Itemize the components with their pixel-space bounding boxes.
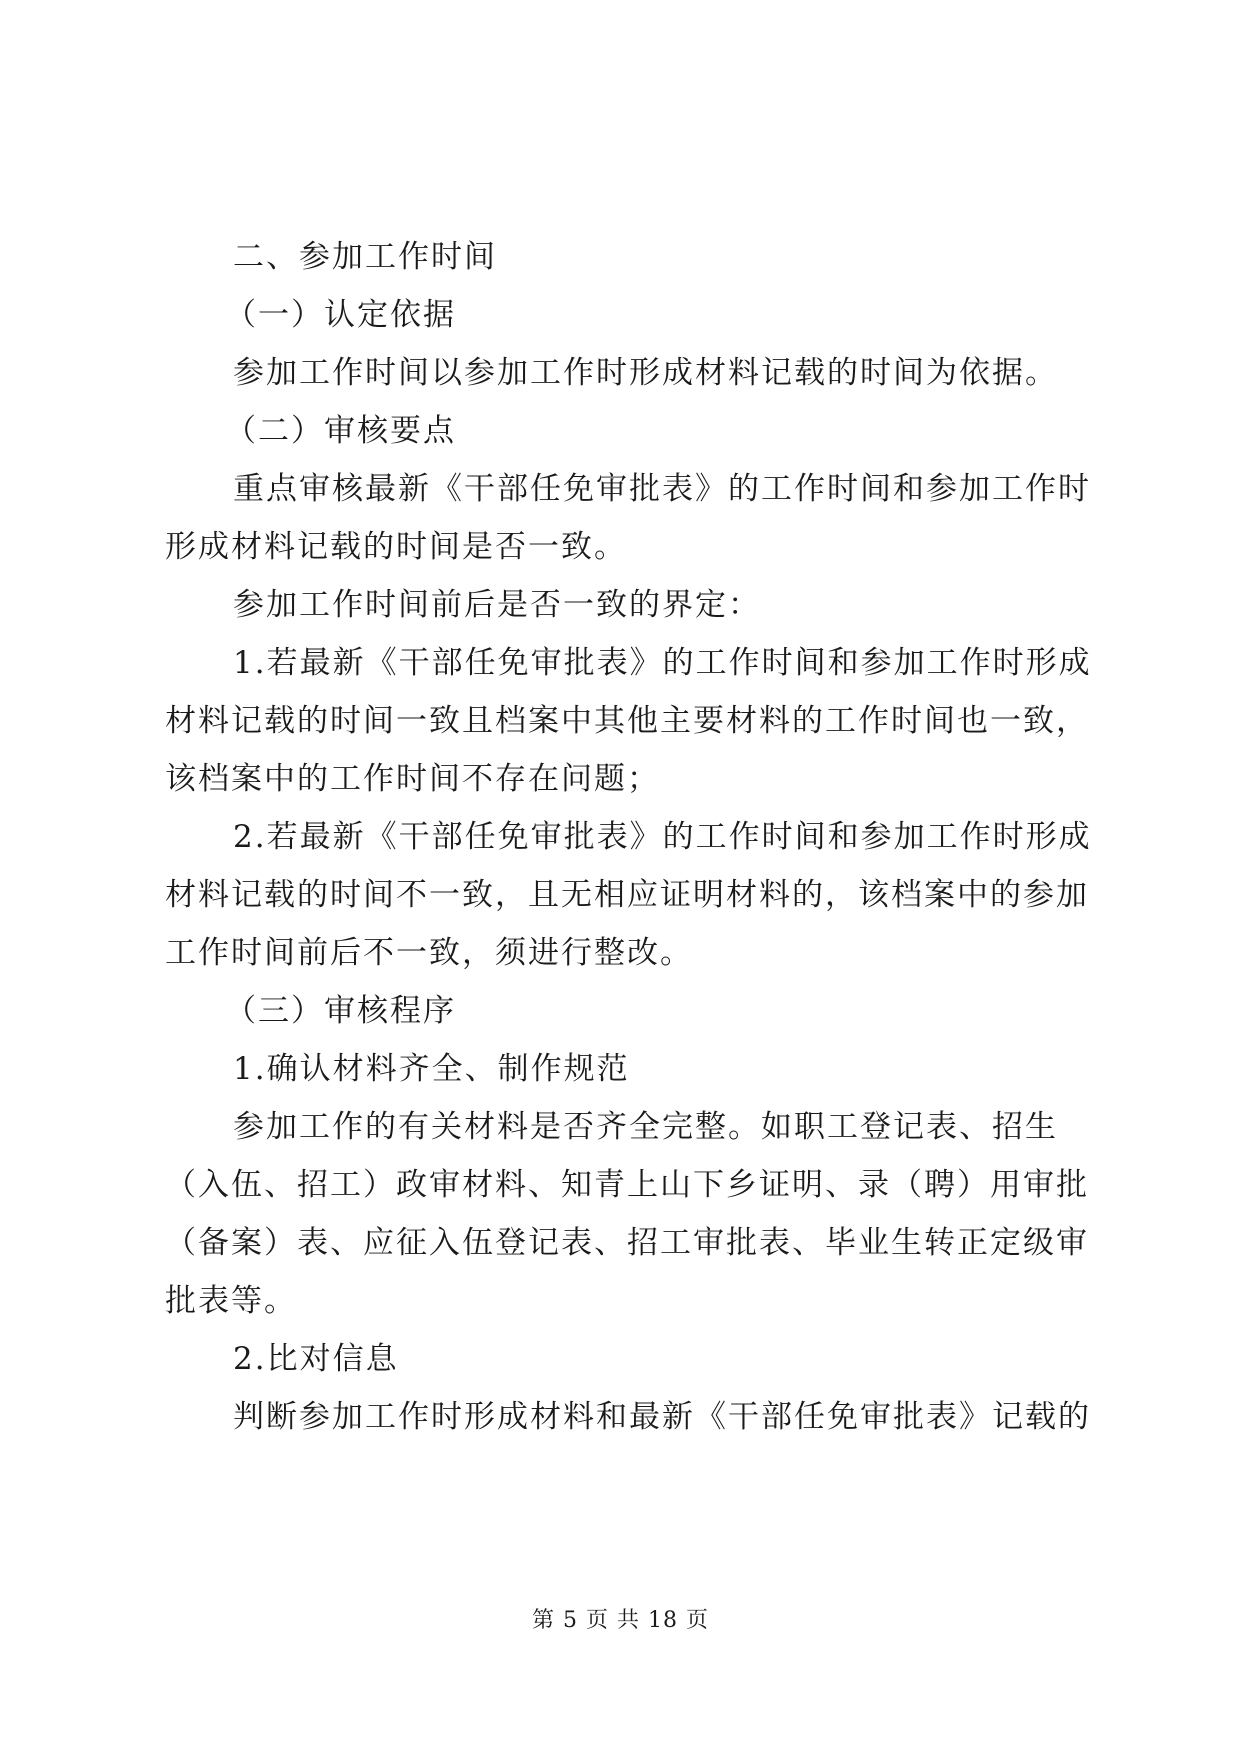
page-number-footer: 第 5 页 共 18 页 xyxy=(532,1608,709,1633)
paragraph-line: （入伍、招工）政审材料、知青上山下乡证明、录（聘）用审批 xyxy=(165,1167,1089,1203)
paragraph-line: 材料记载的时间不一致，且无相应证明材料的，该档案中的参加 xyxy=(165,877,1089,913)
paragraph-line: 参加工作时间以参加工作时形成材料记载的时间为依据。 xyxy=(233,355,1058,391)
paragraph-line: 判断参加工作时形成材料和最新《干部任免审批表》记载的 xyxy=(233,1399,1091,1435)
paragraph-line: 2.比对信息 xyxy=(233,1341,399,1377)
paragraph-line: （备案）表、应征入伍登记表、招工审批表、毕业生转正定级审 xyxy=(165,1225,1089,1261)
section-heading: 二、参加工作时间 xyxy=(233,239,497,275)
paragraph-line: 该档案中的工作时间不存在问题； xyxy=(165,761,660,797)
subsection-heading: （三）审核程序 xyxy=(225,993,456,1029)
paragraph-line: 参加工作的有关材料是否齐全完整。如职工登记表、招生 xyxy=(233,1109,1058,1145)
paragraph-line: 工作时间前后不一致，须进行整改。 xyxy=(165,935,693,971)
paragraph-line: 1.确认材料齐全、制作规范 xyxy=(233,1051,630,1087)
subsection-heading: （二）审核要点 xyxy=(225,413,456,449)
paragraph-line: 重点审核最新《干部任免审批表》的工作时间和参加工作时 xyxy=(233,471,1091,507)
paragraph-line: 2.若最新《干部任免审批表》的工作时间和参加工作时形成 xyxy=(233,819,1092,855)
paragraph-line: 参加工作时间前后是否一致的界定： xyxy=(233,587,761,623)
paragraph-line: 形成材料记载的时间是否一致。 xyxy=(165,529,627,565)
paragraph-line: 批表等。 xyxy=(165,1283,297,1319)
subsection-heading: （一）认定依据 xyxy=(225,297,456,333)
paragraph-line: 1.若最新《干部任免审批表》的工作时间和参加工作时形成 xyxy=(233,645,1092,681)
paragraph-line: 材料记载的时间一致且档案中其他主要材料的工作时间也一致， xyxy=(165,703,1089,739)
document-body xyxy=(165,228,1092,1446)
